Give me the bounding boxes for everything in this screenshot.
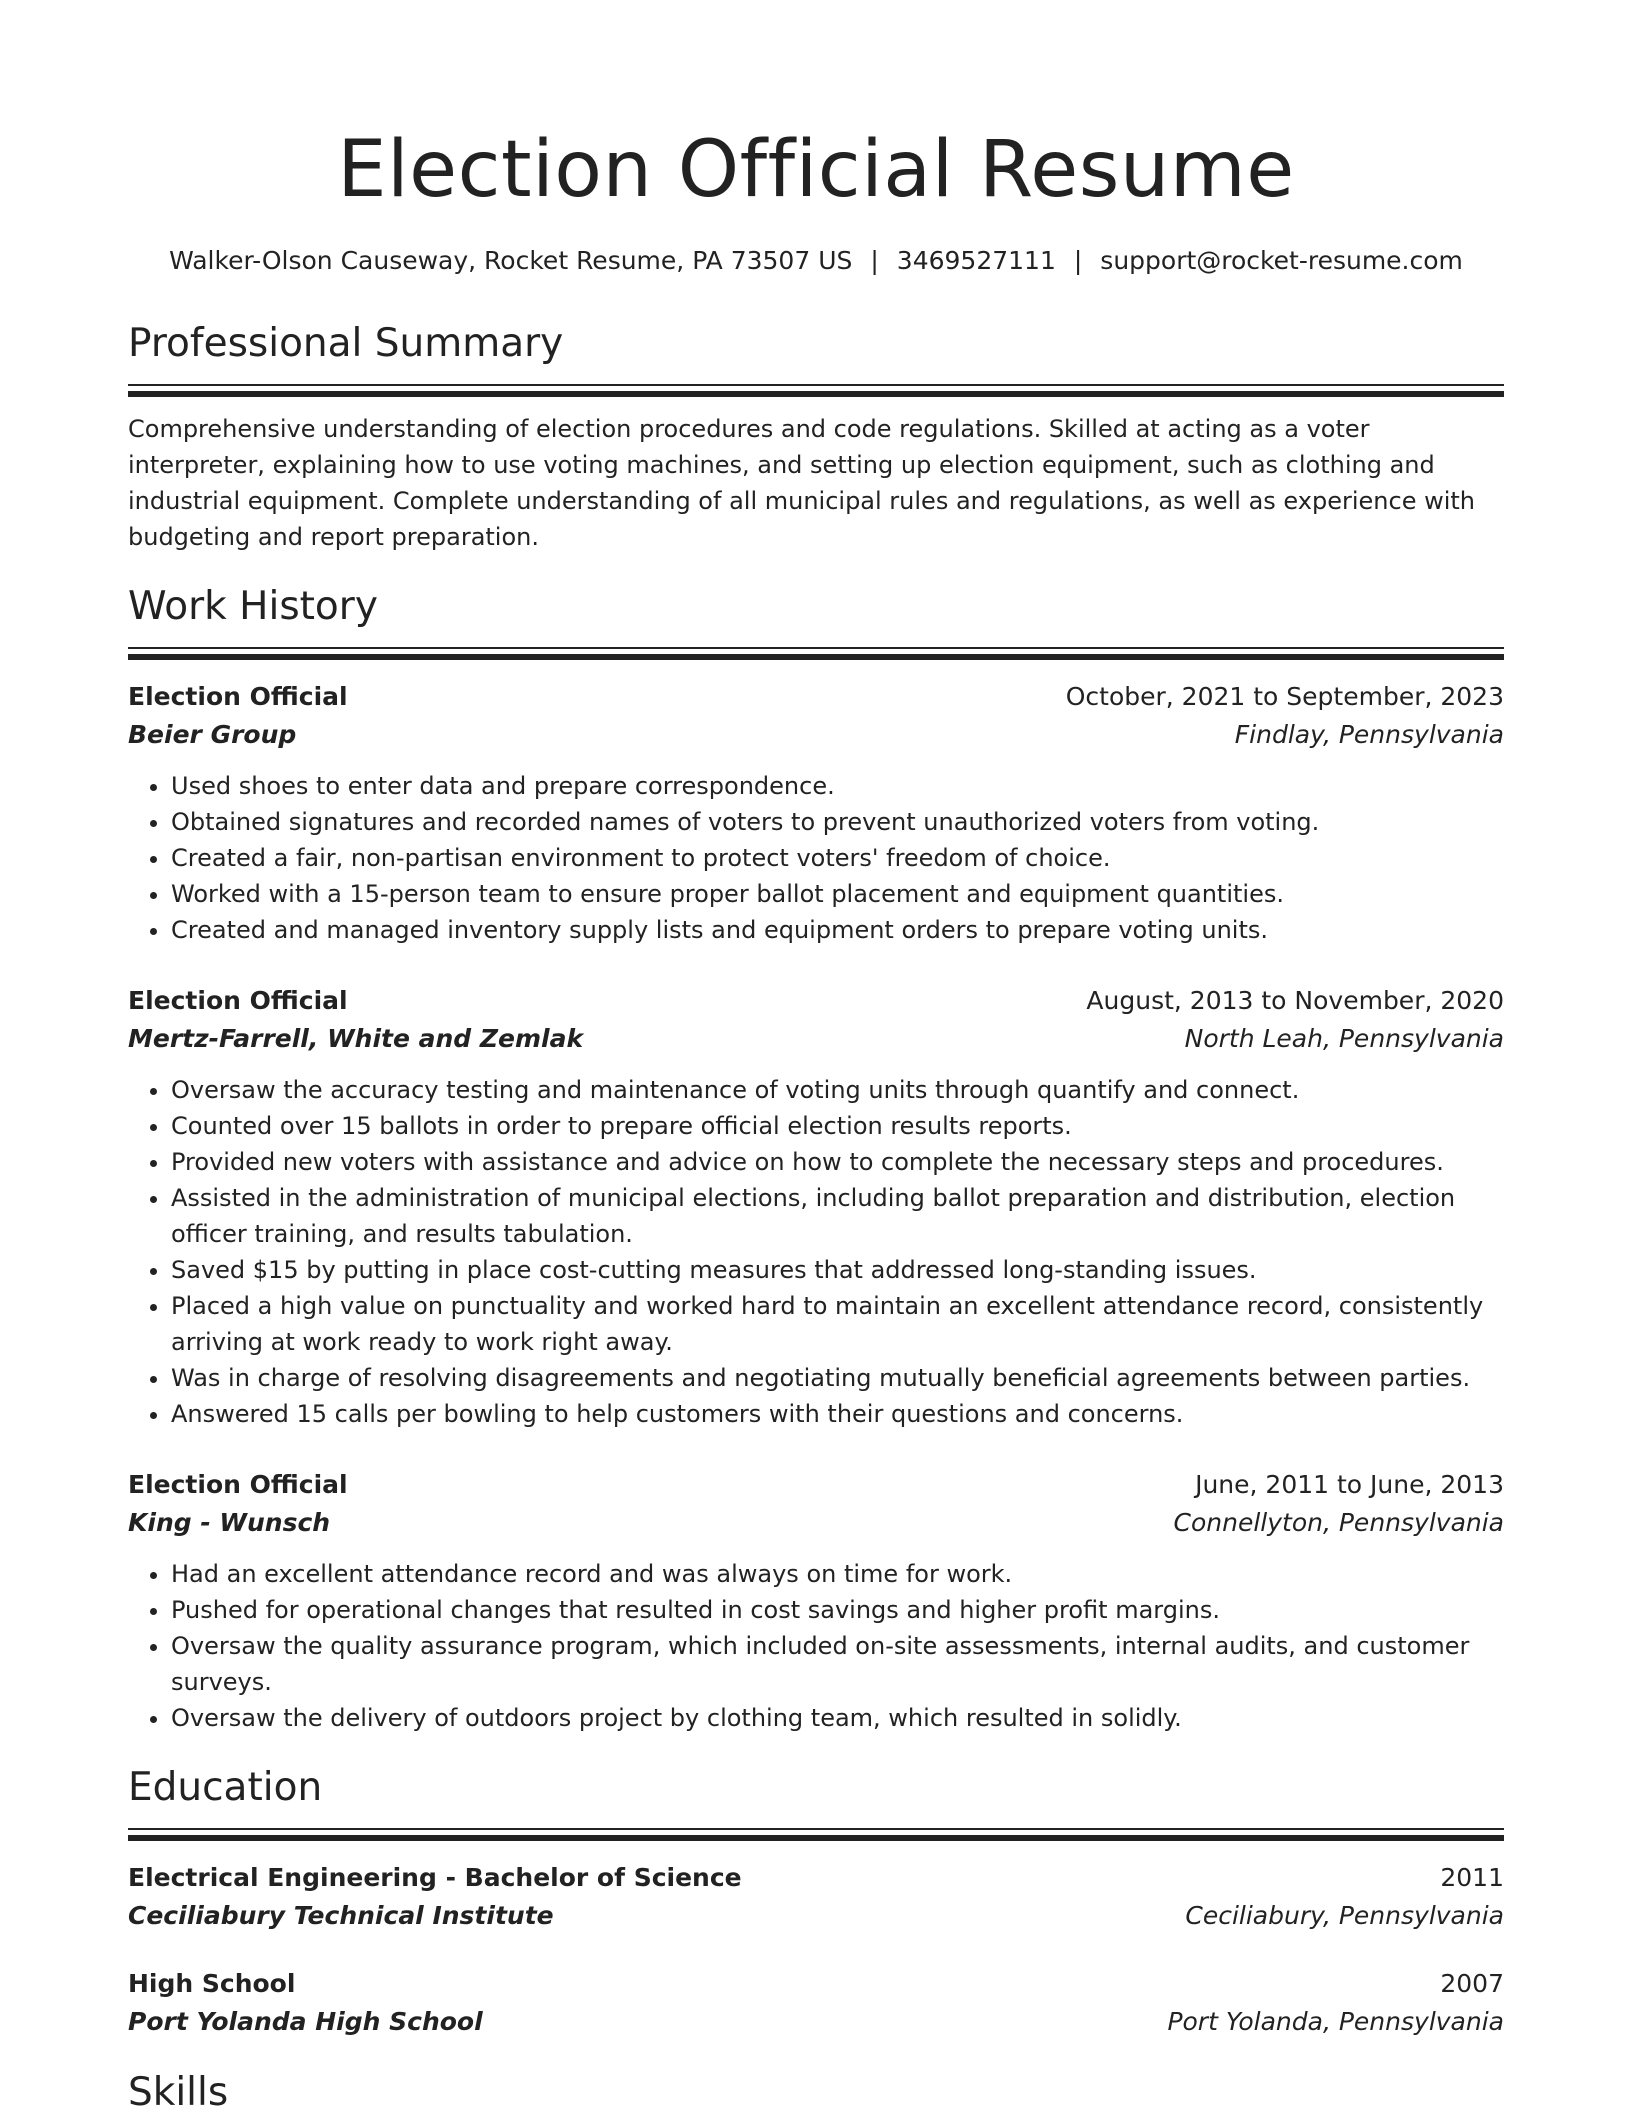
job-title: Election Official (128, 682, 348, 711)
job-entry (128, 1466, 1504, 1736)
job-company: King - Wunsch (128, 1508, 331, 1537)
job-bullets (128, 1556, 1504, 1736)
job-bullet: • Saved $15 by putting in place cost-cutting measures that addressed long-standing issues. (171, 1252, 1504, 1288)
job-bullet: • Provided new voters with assistance and advice on how to complete the necessary steps and procedures. (171, 1144, 1504, 1180)
job-header (128, 678, 1504, 716)
skills-section (128, 2069, 1504, 2117)
job-bullet: • Assisted in the administration of municipal elections, including ballot preparation and distribution, election officer training, and results tabulation. (171, 1180, 1504, 1252)
job-header (128, 982, 1504, 1020)
education-year: 2007 (1440, 1969, 1504, 1998)
job-bullet: • Oversaw the delivery of outdoors project by clothing team, which resulted in solidly. (171, 1700, 1504, 1736)
education-subheader (128, 1897, 1504, 1935)
job-bullets (128, 1072, 1504, 1432)
section-divider (128, 1828, 1504, 1841)
job-bullets (128, 768, 1504, 948)
education-entry (128, 1965, 1504, 2041)
job-subheader (128, 1020, 1504, 1058)
contact-address: Walker-Olson Causeway, Rocket Resume, PA 73507 US (169, 246, 853, 275)
education-degree: Electrical Engineering - Bachelor of Science (128, 1863, 742, 1892)
section-divider (128, 647, 1504, 660)
job-dates: August, 2013 to November, 2020 (1086, 986, 1504, 1015)
contact-separator: | (870, 246, 879, 275)
job-entry (128, 678, 1504, 948)
job-bullet: • Counted over 15 ballots in order to prepare official election results reports. (171, 1108, 1504, 1144)
section-heading-skills: Skills (128, 2070, 229, 2115)
job-subheader (128, 716, 1504, 754)
job-dates: October, 2021 to September, 2023 (1065, 682, 1504, 711)
job-bullet: • Created and managed inventory supply lists and equipment orders to prepare voting units. (171, 912, 1504, 948)
job-bullet: • Pushed for operational changes that resulted in cost savings and higher profit margins. (171, 1592, 1504, 1628)
education-degree: High School (128, 1969, 296, 1998)
education-entry (128, 1859, 1504, 1935)
job-location: Findlay, Pennsylvania (1234, 720, 1504, 749)
job-bullet: • Oversaw the quality assurance program, which included on-site assessments, internal audits, and customer surveys. (171, 1628, 1504, 1700)
contact-email: support@rocket-resume.com (1100, 246, 1463, 275)
summary-text: Comprehensive understanding of election procedures and code regulations. Skilled at acting as a voter interpreter, explaining how to use voting machines, and setting up election equipment, such as clothing and industrial equipment. Complete understanding of all municipal rules and regulations, as well as experience with budgeting and report preparation. (128, 415, 1475, 551)
education-header (128, 1859, 1504, 1897)
section-heading-summary: Professional Summary (128, 321, 564, 366)
education-location: Port Yolanda, Pennsylvania (1167, 2007, 1504, 2036)
job-dates: June, 2011 to June, 2013 (1195, 1470, 1504, 1499)
summary-section (128, 320, 1504, 555)
section-heading-work-history: Work History (128, 584, 378, 629)
job-subheader (128, 1504, 1504, 1542)
education-year: 2011 (1440, 1863, 1504, 1892)
job-company: Mertz-Farrell, White and Zemlak (128, 1024, 584, 1053)
education-header (128, 1965, 1504, 2003)
job-title: Election Official (128, 986, 348, 1015)
job-bullet: • Obtained signatures and recorded names of voters to prevent unauthorized voters from voting. (171, 804, 1504, 840)
section-heading-education: Education (128, 1765, 323, 1810)
job-header (128, 1466, 1504, 1504)
job-bullet: • Placed a high value on punctuality and worked hard to maintain an excellent attendance record, consistently arriving at work ready to work right away. (171, 1288, 1504, 1360)
section-divider (128, 384, 1504, 397)
resume-title: Election Official Resume (337, 125, 1295, 215)
job-bullet: • Created a fair, non-partisan environment to protect voters' freedom of choice. (171, 840, 1504, 876)
contact-line (128, 244, 1504, 278)
job-bullet: • Was in charge of resolving disagreements and negotiating mutually beneficial agreements between parties. (171, 1360, 1504, 1396)
education-school: Port Yolanda High School (128, 2007, 483, 2036)
education-subheader (128, 2003, 1504, 2041)
job-location: North Leah, Pennsylvania (1184, 1024, 1504, 1053)
work-history-section (128, 583, 1504, 1736)
contact-phone: 3469527111 (896, 246, 1056, 275)
education-school: Ceciliabury Technical Institute (128, 1901, 554, 1930)
job-entry (128, 982, 1504, 1432)
job-location: Connellyton, Pennsylvania (1173, 1508, 1504, 1537)
job-bullet: • Had an excellent attendance record and was always on time for work. (171, 1556, 1504, 1592)
contact-separator: | (1073, 246, 1083, 275)
education-location: Ceciliabury, Pennsylvania (1185, 1901, 1504, 1930)
job-bullet: • Oversaw the accuracy testing and maintenance of voting units through quantify and connect. (171, 1072, 1504, 1108)
job-bullet: • Answered 15 calls per bowling to help customers with their questions and concerns. (171, 1396, 1504, 1432)
job-bullet: • Used shoes to enter data and prepare correspondence. (171, 768, 1504, 804)
job-title: Election Official (128, 1470, 348, 1499)
job-company: Beier Group (128, 720, 297, 749)
job-bullet: • Worked with a 15-person team to ensure proper ballot placement and equipment quantities. (171, 876, 1504, 912)
education-section (128, 1764, 1504, 2041)
